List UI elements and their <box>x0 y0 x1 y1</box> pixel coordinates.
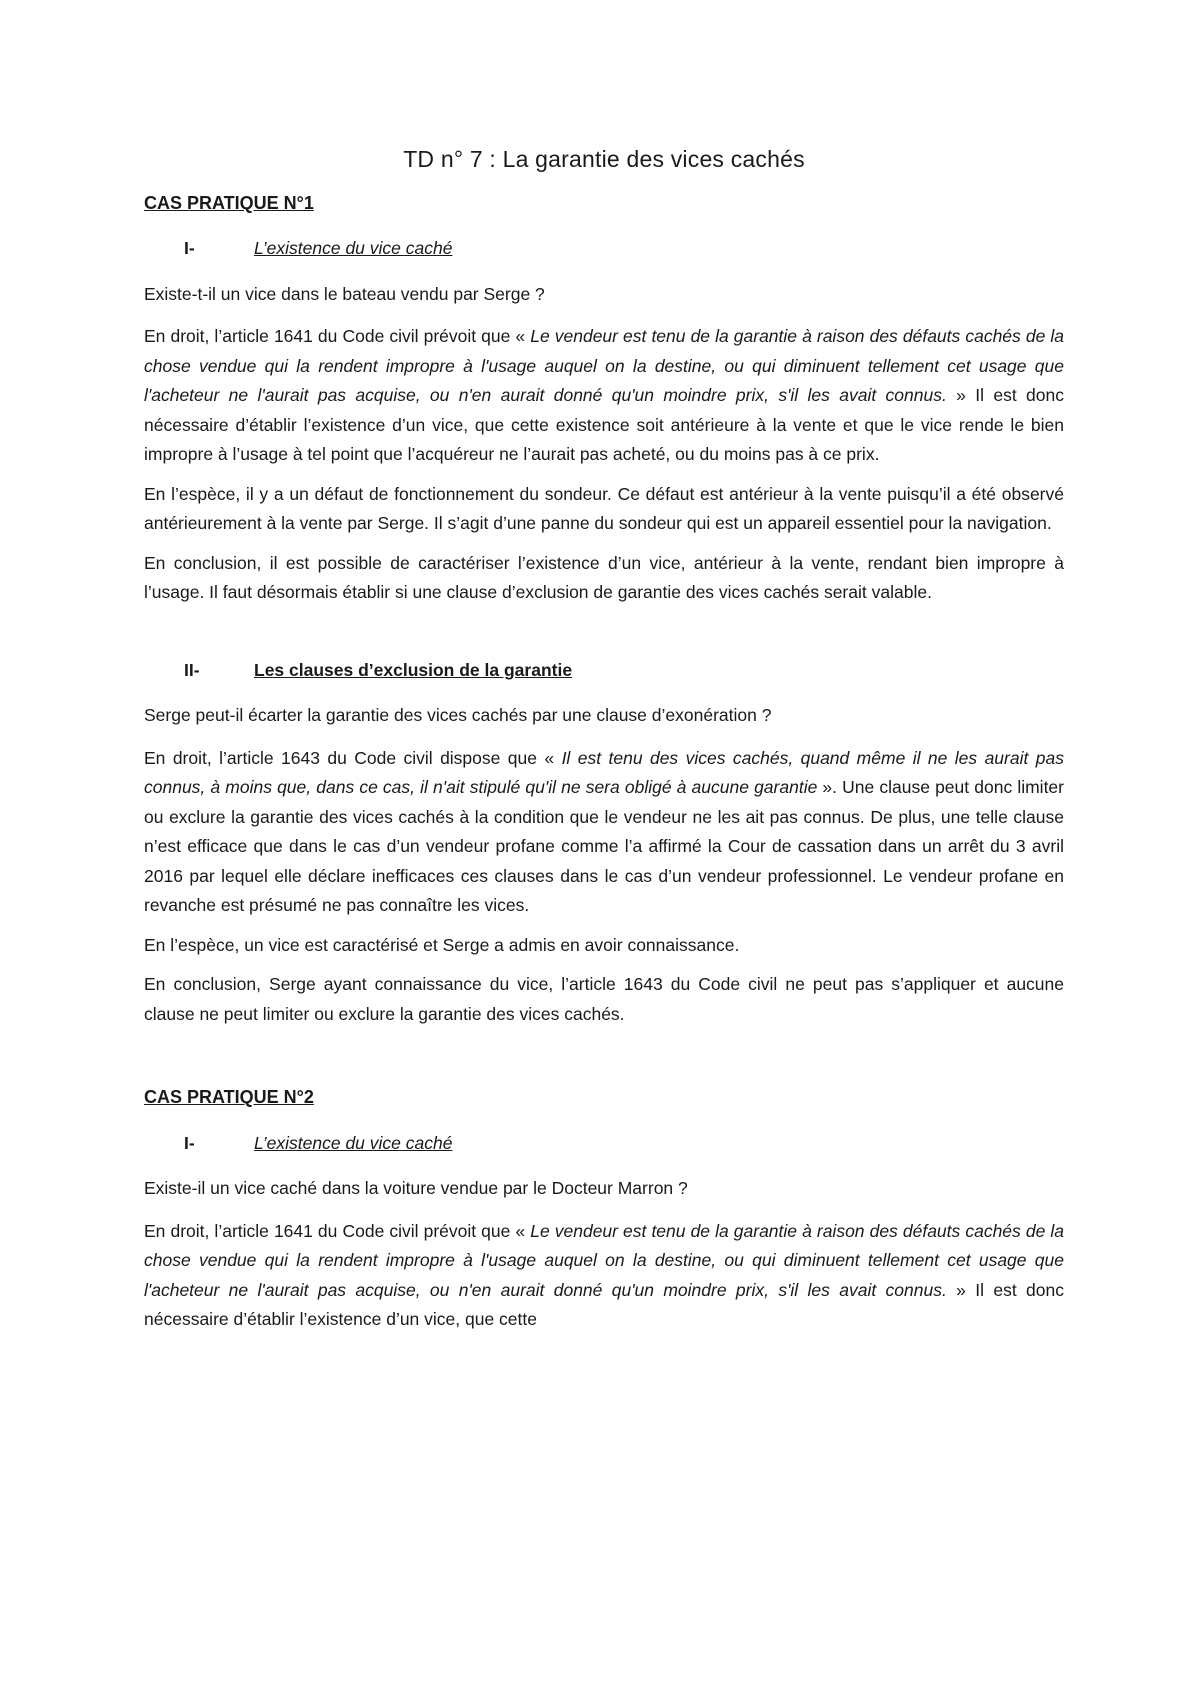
document-title: TD n° 7 : La garantie des vices cachés <box>403 146 805 172</box>
spacer <box>144 1039 1064 1083</box>
case-heading-1: CAS PRATIQUE N°1 <box>144 192 314 213</box>
paragraph-law <box>144 1217 1064 1335</box>
paragraph-facts: En l’espèce, il y a un défaut de fonctionnement du sondeur. Ce défaut est antérieur à la vente puisqu’il a été observé antérieurement à la vente par Serge. Il s’agit d’une panne du sondeur qui est un appareil essentiel pour la navigation. <box>144 483 1064 533</box>
text-run: En droit, l’article 1641 du Code civil prévoit que « <box>144 1220 531 1241</box>
text-run: » Il est donc nécessaire d’établir l’existence d’un vice, que cette existence soit antérieure à la vente et que le vice rende le bien impropre à l’usage à tel point que l’acquéreur ne l’aurait pas acheté, ou du moins pas à ce prix. <box>144 385 1064 464</box>
text-run: En droit, l’article 1641 du Code civil prévoit que « <box>144 326 531 346</box>
text-run: ». Une clause peut donc limiter ou exclure la garantie des vices cachés à la condition que le vendeur ne les ait pas connus. De plus, une telle clause n’est efficace que dans le cas d’un vendeur profane comme l’a affirmé la Cour de cassation dans un arrêt du 3 avril 2016 par lequel elle déclare inefficaces ces clauses dans le cas d’un vendeur professionnel. Le vendeur profane en revanche est présumé ne pas connaître les vices. <box>144 777 1064 915</box>
case-heading-2: CAS PRATIQUE N°2 <box>144 1087 314 1107</box>
paragraph-conclusion: En conclusion, Serge ayant connaissance du vice, l’article 1643 du Code civil ne peut pas s’appliquer et aucune clause ne peut limiter ou exclure la garantie des vices cachés. <box>144 974 1064 1024</box>
section-number: I- <box>184 238 195 258</box>
section-heading-1-1 <box>144 234 1064 264</box>
question: Existe-t-il un vice dans le bateau vendu par Serge ? <box>144 283 545 304</box>
paragraph-facts: En l’espèce, un vice est caractérisé et Serge a admis en avoir connaissance. <box>144 934 740 955</box>
text-run: » Il est donc nécessaire d’établir l’existence d’un vice, que cette <box>144 1279 1064 1329</box>
document-body <box>144 145 1064 1345</box>
legal-quote: Il est tenu des vices cachés, quand même il ne les aurait pas connus, à moins que, dans ce cas, il n'ait stipulé qu'il ne sera obligé à aucune garantie <box>144 747 1064 797</box>
legal-quote: Le vendeur est tenu de la garantie à raison des défauts cachés de la chose vendue qui la rendent impropre à l'usage auquel on la destine, ou qui diminuent tellement cet usage que l'acheteur ne l'aurait pas acquise, ou n'en aurait donné qu'un moindre prix, s'il les avait connus. <box>144 326 1064 405</box>
paragraph-conclusion: En conclusion, il est possible de caractériser l’existence d’un vice, antérieur à la vente, rendant bien impropre à l’usage. Il faut désormais établir si une clause d’exclusion de garantie des vices cachés serait valable. <box>144 552 1064 602</box>
text-run: En droit, l’article 1643 du Code civil dispose que « <box>144 747 562 768</box>
section-title: L’existence du vice caché <box>254 1132 453 1153</box>
section-number: II- <box>184 659 200 680</box>
spacer <box>144 618 1064 656</box>
section-title: Les clauses d’exclusion de la garantie <box>254 659 573 680</box>
section-number: I- <box>184 1132 195 1153</box>
question: Serge peut-il écarter la garantie des vices cachés par une clause d’exonération ? <box>144 705 772 725</box>
legal-quote: Le vendeur est tenu de la garantie à raison des défauts cachés de la chose vendue qui la rendent impropre à l'usage auquel on la destine, ou qui diminuent tellement cet usage que l'acheteur ne l'aurait pas acquise, ou n'en aurait donné qu'un moindre prix, s'il les avait connus. <box>144 1220 1064 1300</box>
section-heading-2-1 <box>144 1129 1064 1159</box>
paragraph-law <box>144 744 1064 921</box>
section-title: L’existence du vice caché <box>254 238 453 258</box>
paragraph-law <box>144 322 1064 470</box>
question: Existe-il un vice caché dans la voiture vendue par le Docteur Marron ? <box>144 1178 688 1198</box>
section-heading-1-2 <box>144 656 1064 686</box>
